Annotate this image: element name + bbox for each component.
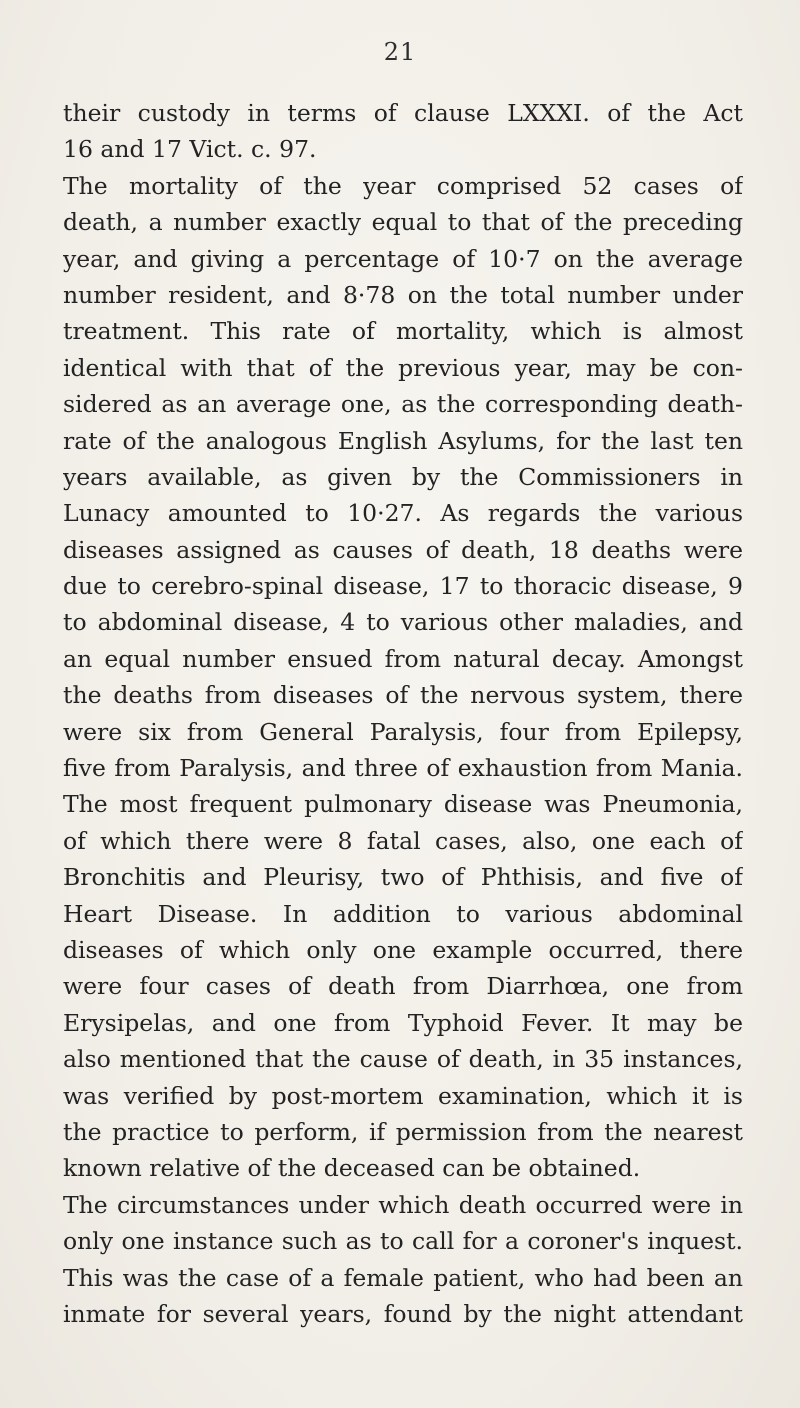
text-line: were six from General Paralysis, four from Epilepsy, bbox=[63, 717, 743, 746]
text-line: Heart Disease. In addition to various abdominal bbox=[63, 899, 743, 928]
text-line: inmate for several years, found by the night attendant bbox=[63, 1299, 743, 1328]
text-line: due to cerebro-spinal disease, 17 to thoracic disease, 9 bbox=[63, 572, 743, 601]
text-line: The mortality of the year comprised 52 cases of bbox=[63, 171, 743, 200]
text-line: number resident, and 8·78 on the total number under bbox=[63, 280, 743, 309]
text-line: was verified by post-mortem examination, which it is bbox=[63, 1081, 743, 1110]
text-line: sidered as an average one, as the corresponding death- bbox=[63, 390, 743, 419]
text-line: known relative of the deceased can be obtained. bbox=[63, 1154, 641, 1183]
text-line: The most frequent pulmonary disease was Pneumonia, bbox=[63, 790, 743, 819]
text-line: diseases of which only one example occurred, there bbox=[63, 935, 743, 964]
text-line: death, a number exactly equal to that of the preceding bbox=[63, 208, 743, 237]
text-line: year, and giving a percentage of 10·7 on the average bbox=[63, 244, 743, 273]
text-line: were four cases of death from Diarrhœa, one from bbox=[63, 972, 743, 1001]
text-line: only one instance such as to call for a coroner's inquest. bbox=[63, 1227, 743, 1256]
text-line: Erysipelas, and one from Typhoid Fever. It may be bbox=[63, 1008, 743, 1037]
body-text bbox=[63, 95, 743, 1332]
text-line: The circumstances under which death occurred were in bbox=[63, 1190, 743, 1219]
text-line: This was the case of a female patient, who had been an bbox=[63, 1263, 743, 1292]
text-line: diseases assigned as causes of death, 18 deaths were bbox=[63, 535, 743, 564]
text-line: Lunacy amounted to 10·27. As regards the various bbox=[63, 499, 743, 528]
text-line: identical with that of the previous year, may be con- bbox=[63, 353, 743, 382]
text-line: their custody in terms of clause LXXXI. of the Act bbox=[63, 99, 743, 127]
text-line: the deaths from diseases of the nervous system, there bbox=[63, 681, 743, 710]
text-line: of which there were 8 fatal cases, also, one each of bbox=[63, 826, 743, 855]
text-line: the practice to perform, if permission from the nearest bbox=[63, 1117, 743, 1146]
text-line: five from Paralysis, and three of exhaustion from Mania. bbox=[63, 754, 743, 783]
text-line: to abdominal disease, 4 to various other maladies, and bbox=[63, 608, 743, 637]
page-number: 21 bbox=[383, 38, 417, 66]
text-line: years available, as given by the Commissioners in bbox=[63, 462, 743, 491]
text-line: rate of the analogous English Asylums, for the last ten bbox=[63, 426, 743, 455]
text-line: also mentioned that the cause of death, in 35 instances, bbox=[63, 1045, 743, 1074]
text-line: an equal number ensued from natural decay. Amongst bbox=[63, 644, 743, 673]
text-line: treatment. This rate of mortality, which is almost bbox=[63, 317, 743, 346]
text-line: 16 and 17 Vict. c. 97. bbox=[63, 135, 317, 164]
text-line: Bronchitis and Pleurisy, two of Phthisis, and five of bbox=[63, 863, 743, 892]
